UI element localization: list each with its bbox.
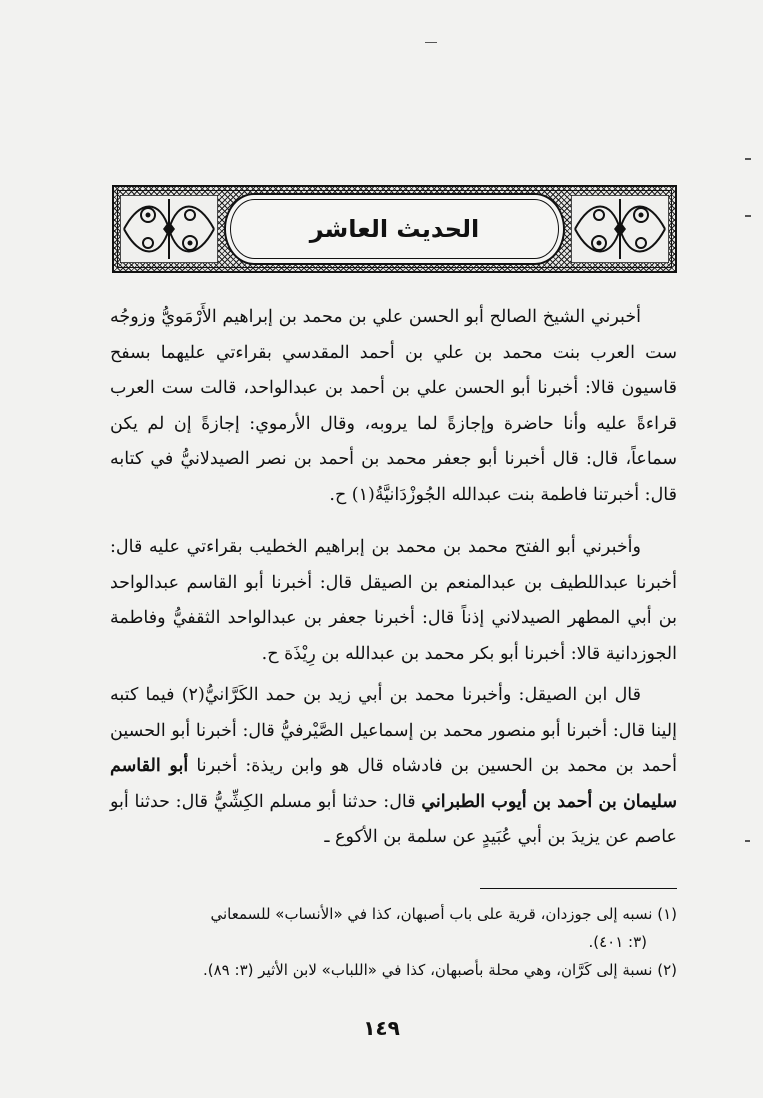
footnotes — [110, 900, 677, 984]
scan-mark — [425, 42, 437, 43]
title-cartouche — [224, 193, 565, 265]
paragraph-3-text — [110, 678, 677, 856]
scan-mark — [745, 158, 751, 160]
footnote-2: (٢) نسبة إلى كَرَّان، وهي محلة بأصبهان، كذا في «اللباب» لابن الأثير (٣: ٨٩). — [203, 961, 677, 979]
scan-mark — [745, 840, 750, 842]
page-title: الحديث العاشر — [309, 215, 480, 243]
arabesque-ornament-icon — [571, 195, 669, 263]
footnote-1: (١) نسبه إلى جوزدان، قرية على باب أصبهان، كذا في «الأنساب» للسمعاني — [210, 905, 677, 923]
title-banner — [112, 185, 677, 273]
paragraph-1-text: أخبرني الشيخ الصالح أبو الحسن علي بن محمد بن إبراهيم الأَرْمَويُّ وزوجُه ست العرب بنت محمد بن علي بن أحمد المقدسي بقراءتي عليهما بسفح قاسيون قالا: أخبرنا أبو الحسن علي بن أحمد بن عبدالواحد، قالت ست العرب قراءةً عليه وأنا حاضرة وإجازةً لما يروبه، وقال الأرموي: إجازةً إن لم يكن سماعاً، قال: قال أخبرنا أبو جعفر محمد بن أحمد بن نصر الصيدلانيُّ في كتابه قال: أخبرتنا فاطمة بنت عبدالله الجُوزْدَانيَّةُ(١) ح. — [110, 307, 677, 505]
arabesque-ornament-icon — [120, 195, 218, 263]
footnote-1-continuation: (٣: ٤٠١). — [588, 933, 647, 951]
page-number: ١٤٩ — [363, 1016, 400, 1040]
paragraph-1 — [110, 300, 677, 513]
paragraph-3-part-a: قال ابن الصيقل: وأخبرنا محمد بن أبي زيد بن حمد الكَرَّانيُّ(٢) فيما كتبه إلينا قال: أخبرنا أبو منصور محمد بن إسماعيل الصَّيْرفيُّ قال: أخبرنا أبو الحسين أحمد بن محمد بن الحسين بن فادشاه قال هو وابن ريذة: أخبرنا — [110, 685, 677, 776]
paragraph-3 — [110, 678, 677, 856]
footnote-divider — [480, 888, 677, 889]
paragraph-2-text: وأخبرني أبو الفتح محمد بن محمد بن إبراهيم الخطيب بقراءتي عليه قال: أخبرنا عبداللطيف بن عبدالمنعم بن الصيقل قال: أخبرنا أبو القاسم عبدالواحد بن أبي المطهر الصيدلاني إذناً قال: أخبرنا جعفر بن عبدالواحد الثقفيُّ وفاطمة الجوزدانية قالا: أخبرنا أبو بكر محمد بن عبدالله بن رِيْذَة ح. — [110, 537, 677, 664]
scan-mark — [745, 215, 751, 217]
paragraph-2 — [110, 530, 677, 672]
paragraph-3-part-b: قال: حدثنا أبو مسلم الكِشِّيُّ قال: حدثنا أبو عاصم عن يزيدَ بن أبي عُبَيدٍ عن سلمة بن الأكوع ـ — [110, 791, 677, 847]
paragraph-3-bold-name: أبو القاسم سليمان بن أحمد بن أيوب الطبراني — [110, 756, 677, 812]
